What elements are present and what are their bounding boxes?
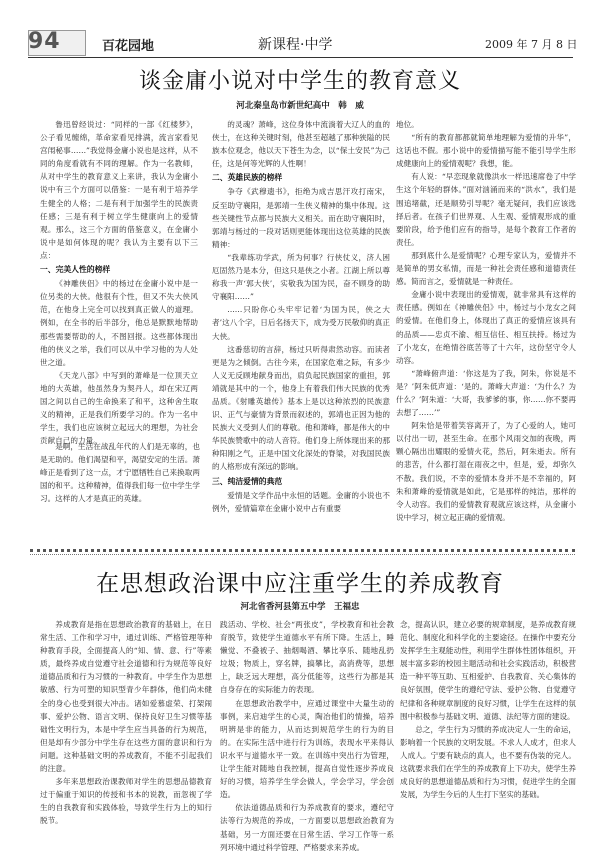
section-heading: 二、英雄民族的榜样 xyxy=(212,173,283,183)
paragraph: 多年来思想政治课教师对学生的思想品德教育过于偏重于知识的传授和书本的说教，而忽视了学生的自我教育和实践体验，导致学生行为上的知行脱节。 xyxy=(40,777,212,826)
page-number: 94 xyxy=(28,29,61,54)
article-1-column-2 xyxy=(212,118,390,547)
article-separator xyxy=(30,549,575,555)
paragraph: 养成教育是指在思想政治教育的基础上，在日常生活、工作和学习中，通过训练、严格管理等种种教育手段，全面提高人的“知、情、意、行”等素质，最终养成自觉遵守社会道德和行为规范等良好道德品质和行为习惯的一种教育。中学生作为思想敏感、行为可塑的知识型青少年群体，他们尚未健全的身心也受到很大冲击。诸如爱慕虚荣、打架闹事、爱护公物、语言文明、保持良好卫生习惯等基础性文明行为，本是中学生应当具备的行为规范，但是却有少部分中学生存在这些方面的意识和行为问题。这种基础文明的养成教育，不能不引起我们的注意。 xyxy=(40,620,212,774)
paragraph: 在思想政治教学中，应通过课堂中大量生动的事例，来启迪学生的心灵，陶冶他们的情操，培养明辨是非的能力，从而达到规范学生的行为的目的。在实际生活中进行行为训练，表现水平来得认识水平与道德水平一致。在训练中突出行为管理，让学生能对随地自我控制，提高自觉性逐步养成良好的习惯，培养学生学会做人，学会学习，学会创造。 xyxy=(220,698,394,800)
quote: ……只盼你心头牢牢记着‘为国为民，侠之大者’这八个字，日后名扬天下，成为受万民敬仰的真正大侠。 xyxy=(212,305,390,341)
article-1-column-1 xyxy=(40,118,198,446)
section-heading: 三、纯洁爱情的典范 xyxy=(212,476,283,486)
paragraph: 总之，学生行为习惯的养成决定人一生的命运，影响着一个民族的文明发展。不求人人成才，但求人人成人。宁要有缺点的真人，也不要有伪装的完人。这就要求我们在学生的养成教育上下功夫，使学生养成良好的思想道德品质和行为习惯，促进学生的全面发展，为学生今后的人生打下坚实的基础。 xyxy=(400,724,576,800)
paragraph: 爱情是文学作品中永恒的话题。金庸的小说也不例外，爱情篇章在金庸小说中占有重要 xyxy=(212,490,390,513)
paragraph: 《神雕侠侣》中的杨过在金庸小说中是一位另类的大侠。他很有个性，但又不失大侠风范，在他身上完全可以找到真正做人的道理。例如，在全书的后半部分，他总是默默地帮助那些需要帮助的人，不图回报。这些都体现出他的侠义之举，我们可以从中学习他的为人处世之道。 xyxy=(40,279,198,367)
paragraph: 的灵魂？萧峰，这位身体中流淌着大辽人的血的侠士，在这种关键时刻，他甚至超越了那种狭隘的民族本位观念，他以天下苍生为念，以“保土安民”为己任，这是何等光辉的人性啊！ xyxy=(212,120,390,169)
header-rule xyxy=(28,57,573,58)
article-2-column-2 xyxy=(220,618,394,850)
paragraph: 依法道德品质和行为养成教育的要求，遵纪守法等行为规范的养成，一方面要以思想政治教育为基础，另一方面还要在日常生活、学习工作等一系列环境中通过科学管理、严格要求来养成。 xyxy=(220,803,394,852)
paragraph: 念，提高认识，建立必要的规章制度，是养成教育规范化、制度化和科学化的主要途径。在操作中要充分发挥学生主观能动性，利用学生群体性团体组织，开展丰富多彩的校园主题活动和社会实践活动，积极营造一种平等互助、互相爱护、自我教育、关心集体的良好氛围，使学生的遵纪守法、爱护公物、自觉遵守纪律和各种规章制度的良好习惯，让学生在这样的氛围中积极参与基础文明、道德、法纪等方面的建设。 xyxy=(400,620,576,721)
issue-date: 2009 年 7 月 8 日 xyxy=(485,38,578,51)
page-header xyxy=(0,0,600,58)
journal-name: 新课程·中学 xyxy=(258,37,333,53)
section-heading: 一、完美人性的榜样 xyxy=(40,265,111,275)
paragraph: 争夺《武穆遗书》，拒绝为成吉思汗攻打南宋，反至助守襄阳，是郭靖一生侠义精神的集中体现。这些关键性节点都与民族大义相关。而在助守襄阳时，郭靖与杨过的一段对话则更能体现出这位英雄的民族精神： xyxy=(212,187,390,249)
paragraph: 阿朱恰是带着笑容离开了，为了心爱的人，她可以付出一切，甚至生命。在那个风雨交加的夜晚，两颗心隔出出耀眼的爱情火花，然后，阿朱逝去。所有的悲苦，什么都打湿在雨夜之中，但是，爱，却弥久不散。我们说，不幸的爱情本身并不是不幸福的，阿朱和萧峰的爱情就是如此，它是那样的纯洁，那样的令人动容。我们的爱情教育观就应该这样，从金庸小说中学习，树立起正确的爱情观。 xyxy=(396,421,576,522)
paragraph: 有人说：“早恋现象就像洪水一样迅速席卷了中学生这个年轻的群体。”面对汹涌而来的“洪水”，我们是围追堵截，还是顺势引导呢？毫无疑问，我们应该选择后者。在孩子们世界观、人生观、爱情观形成的重要阶段，给予他们应有的指导，是每个教育工作者的责任。 xyxy=(396,172,576,247)
paragraph: 鲁迅曾经说过：“同样的一部《红楼梦》，公子看见缠绵，革命家看见排满，流言家看见宫闱秘事……”我觉得金庸小说也是这样，从不同的角度看就有不同的理解。作为一名教师，从对中学生的教育意义上来讲，我认为金庸小说中有三个方面可以借鉴：一是有利于培养学生健全的人格；二是有利于加强学生的民族责任感；三是有利于树立学生健康向上的爱情观。那么，这三个方面的借鉴意义，在金庸小说中是如何体现的呢？我认为主要有以下三点： xyxy=(40,120,198,260)
paragraph: 是啊，生活在战乱年代的人们是无辜的，也是无助的。他们渴望和平，渴望安定的生活。萧峰正是看到了这一点，才宁愿牺牲自己来换取两国的和平。这种精神，值得我们每一位中学生学习。这样的人才是真正的英雄。 xyxy=(40,442,200,504)
article-2-byline: 河北省香河县第五中学 王福忠 xyxy=(240,602,360,612)
article-1-column-1-bottom xyxy=(40,440,200,547)
paragraph: 地位。 xyxy=(396,120,419,129)
section-name: 百花园地 xyxy=(102,39,155,54)
paragraph: 金庸小说中表现出的爱情观，就非常具有这样的责任感。例如在《神雕侠侣》中，杨过与小龙女之间的爱情。在他们身上，体现出了真正的爱情应该具有的品质——忠贞不渝、相互信任、相互扶持。杨过为了小龙女，在绝情谷底苦等了十六年，这份坚守令人动容。 xyxy=(396,290,576,365)
paragraph: “所有的教育都都就简单地理解为爱情的升华”，这话也不假。那小说中的爱情描写能不能引导学生形成健康向上的爱情观呢？我想，能。 xyxy=(396,133,576,169)
paragraph: 《天龙八部》中写到的萧峰是一位顶天立地的大英雄，他虽然身为契丹人，却在宋辽两国之间以自己的生命换来了和平，这种舍生取义的精神，正是我们所要学习的。作为一名中学生，我们也应该树立起远大的理想，为社会贡献自己的力量。 xyxy=(40,370,198,446)
quote: “萧峰俯声道：‘你这是为了我，阿朱，你说是不是？’阿朱低声道：‘是的。萧峰大声道：‘为什么？为什么？’阿朱道：‘大哥，我爹爹的事，你……你不要再去想了……’” xyxy=(396,368,576,418)
article-1-title: 谈金庸小说对中学生的教育意义 xyxy=(138,69,461,94)
article-2-title: 在思想政治课中应注重学生的养成教育 xyxy=(96,571,504,597)
paragraph: 践活动、学校、社会“两张皮”，学校教育和社会教育脱节，致使学生道德水平有所下降。生活上，睡懒觉、不叠被子、抽烟喝酒、攀比享乐、随地乱扔垃圾；物质上，穿名牌，搞攀比，高消费等，思想上，缺乏远大理想，高分低能等，这些行为都是其自身存在的实际能力的表现。 xyxy=(220,620,394,695)
paragraph: 那到底什么是爱情呢？心理专家认为，爱情并不是简单的男女私情，而是一种社会责任感和道德责任感。简而言之，爱情就是一种责任。 xyxy=(396,250,576,287)
article-1-column-3 xyxy=(396,118,576,547)
article-2-column-3 xyxy=(400,618,576,850)
article-2-column-1 xyxy=(40,618,212,850)
article-1-byline: 河北秦皇岛市新世纪高中 韩 威 xyxy=(236,101,364,111)
quote: “我辈练功学武，所为何事？行侠仗义，济人困厄固然乃是本分，但这只是侠之小者。江湖上所以尊称我一声‘郭大侠’，实敬我为国为民，奋不顾身的助守襄阳……” xyxy=(212,252,390,302)
paragraph: 这番慈切的言辞，杨过只听得肃然动容。而读者更是为之倾倒。古往今来，在国家危难之际，有多少人义无反顾地献身而出，肩负起民族国家的重担，郭靖就是其中的一个，他身上有着我们伟大民族的优秀品质。《射雕英雄传》基本上是以这种浓烈的民族意识、正气与豪情为背景而叙述的，郭靖也正因为他的民族大义受到人们的尊敬。他和萧峰，都是伟大的中华民族赞歌中的动人音符。他们身上所体现出来的那种阳刚之气，正是中国文化深处的脊梁，对我国民族的人格形成有深远的影响。 xyxy=(212,344,390,472)
